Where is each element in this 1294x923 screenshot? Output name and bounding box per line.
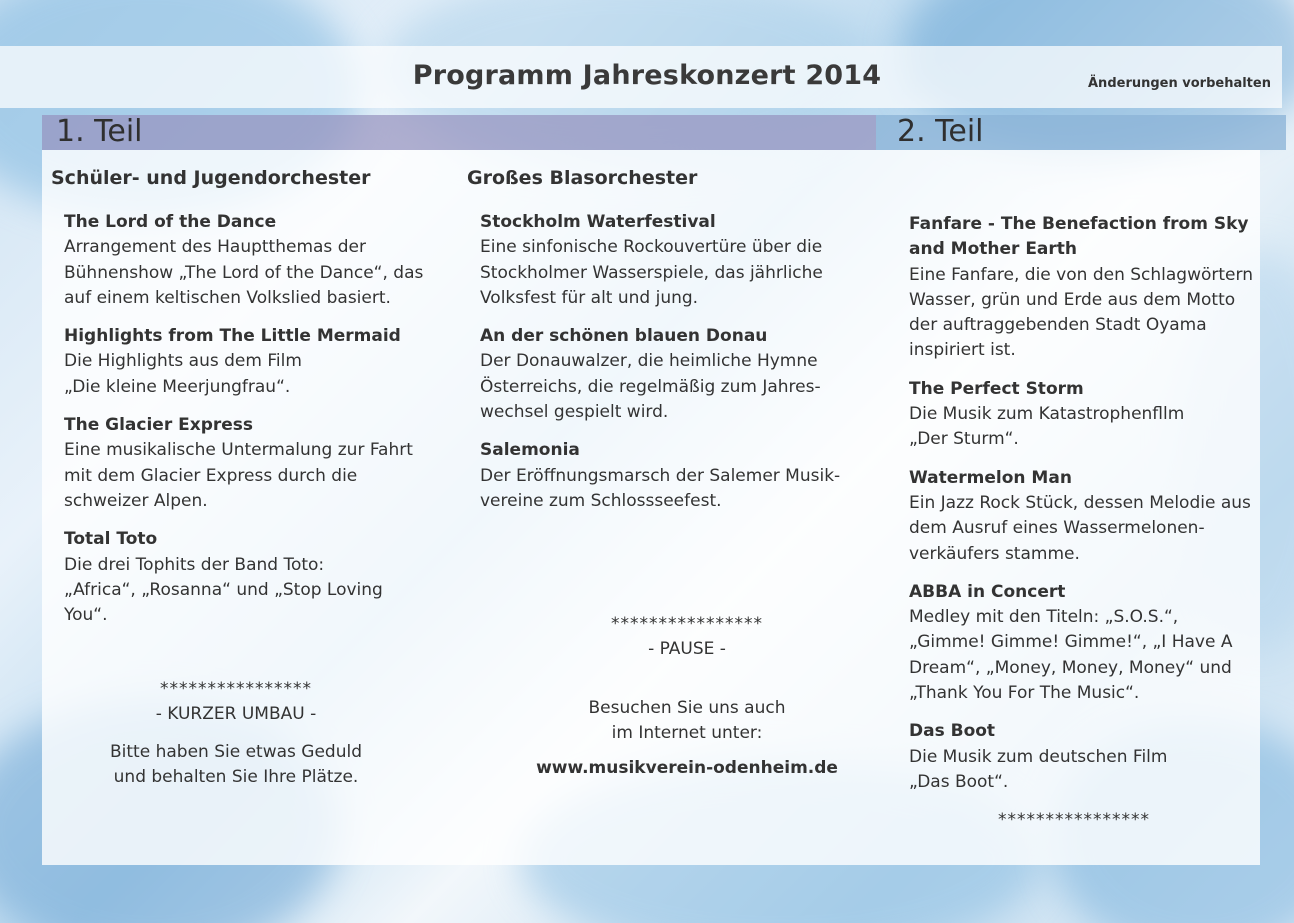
stars-separator: **************** — [998, 810, 1150, 831]
piece-description: Ein Jazz Rock Stück, dessen Melodie aus dem Ausruf eines Wassermelonen-verkäufers stamme. — [909, 492, 1251, 564]
piece-description: Der Donauwalzer, die heimliche Hymne Österreichs, die regelmäßig zum Jahres-wechsel gespielt wird. — [480, 351, 821, 423]
changes-note: Änderungen vorbehalten — [1088, 76, 1271, 91]
piece-description: Die Highlights aus dem Film „Die kleine Meerjungfrau“. — [64, 351, 302, 397]
program-piece — [909, 377, 1259, 453]
stars-separator: **************** — [160, 679, 312, 699]
part-two-header: 2. Teil — [876, 115, 1286, 150]
piece-title: Highlights from The Little Mermaid — [64, 326, 401, 347]
program-piece — [480, 438, 847, 514]
program-piece — [64, 324, 431, 400]
piece-description: Die Musik zum Katastrophenfllm „Der Sturm“. — [909, 404, 1185, 450]
piece-description: Arrangement des Hauptthemas der Bühnenshow „The Lord of the Dance“, das auf einem keltischen Volkslied basiert. — [64, 237, 424, 308]
piece-title: Salemonia — [480, 440, 580, 461]
column-heading: Schüler- und Jugendorchester — [51, 167, 371, 189]
pause-label: - PAUSE - — [648, 639, 726, 660]
piece-title: The Glacier Express — [64, 415, 254, 436]
program-piece — [480, 210, 847, 311]
program-piece — [909, 719, 1259, 795]
break-info: Bitte haben Sie etwas Geduld und behalten Sie Ihre Plätze. — [110, 741, 362, 787]
piece-title: ABBA in Concert — [909, 581, 1066, 602]
piece-description: Die drei Tophits der Band Toto: „Africa“, „Rosanna“ und „Stop Loving You“. — [64, 554, 383, 626]
piece-title: Fanfare - The Benefaction from Sky and Mother Earth — [909, 214, 1249, 260]
pause-block — [467, 612, 907, 781]
program-piece — [64, 527, 431, 628]
program-piece — [480, 324, 847, 425]
column-school-orchestra — [51, 166, 431, 641]
piece-title: The Lord of the Dance — [64, 212, 277, 232]
column-heading: Großes Blasorchester — [467, 167, 698, 189]
umbau-block — [60, 677, 412, 790]
part-one-header: 1. Teil — [42, 115, 876, 150]
program-piece — [909, 212, 1259, 364]
piece-description: Eine musikalische Untermalung zur Fahrt mit dem Glacier Express durch die schweizer Alpen. — [64, 440, 413, 511]
break-label: - KURZER UMBAU - — [155, 704, 317, 725]
piece-title: Das Boot — [909, 721, 996, 742]
column-part-two — [909, 212, 1259, 834]
piece-title: Watermelon Man — [909, 467, 1072, 488]
piece-description: Der Eröffnungsmarsch der Salemer Musik-vereine zum Schlossseefest. — [480, 465, 841, 511]
piece-title: The Perfect Storm — [909, 378, 1084, 399]
program-piece — [909, 466, 1259, 567]
program-piece — [64, 210, 431, 311]
piece-description: Medley mit den Titeln: „S.O.S.“, „Gimme! Gimme! Gimme!“, „I Have A Dream“, „Money, Money, Money“ und „Thank You For The Music“. — [909, 607, 1233, 704]
stars-separator: **************** — [611, 614, 763, 634]
piece-description: Eine sinfonische Rockouvertüre über die Stockholmer Wasserspiele, das jährliche Volksfest für alt und jung. — [480, 237, 823, 308]
program-piece — [64, 413, 431, 514]
piece-title: Total Toto — [64, 529, 158, 550]
piece-description: Die Musik zum deutschen Film „Das Boot“. — [909, 746, 1168, 792]
piece-title: Stockholm Waterfestival — [480, 212, 716, 232]
visit-text: Besuchen Sie uns auch im Internet unter: — [588, 697, 786, 743]
piece-description: Eine Fanfare, die von den Schlagwörtern Wasser, grün und Erde aus dem Motto der auftraggebenden Stadt Oyama inspiriert ist. — [909, 264, 1253, 361]
piece-title: An der schönen blauen Donau — [480, 326, 768, 347]
program-piece — [909, 580, 1259, 706]
website-link[interactable]: www.musikverein-odenheim.de — [536, 758, 838, 779]
page-title: Programm Jahreskonzert 2014 — [412, 60, 882, 91]
column-wind-orchestra — [467, 166, 847, 527]
